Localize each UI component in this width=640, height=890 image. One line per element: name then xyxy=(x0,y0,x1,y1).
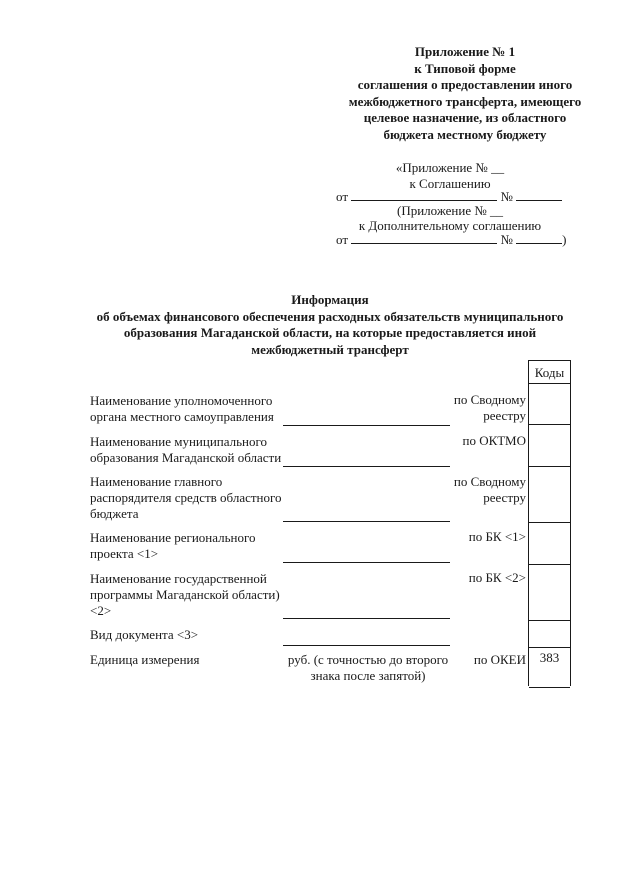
title-line: образования Магаданской области, на которые предоставляется иной xyxy=(123,325,537,340)
row-label-state-program: Наименование государственной программы Магаданской области) <2> xyxy=(90,571,280,618)
row-label-chief-manager: Наименование главного распорядителя средств областного бюджета xyxy=(90,474,282,521)
code-label-registry: по Сводному реестру xyxy=(453,392,526,423)
annex-line-2: к Соглашению xyxy=(409,176,491,191)
field-line-state-program xyxy=(283,618,450,619)
appendix-header-line: соглашения о предоставлении иного xyxy=(357,77,573,93)
document-title xyxy=(60,292,600,358)
appendix-header-line: бюджета местному бюджету xyxy=(383,126,547,142)
row-label-municipality: Наименование муниципального образования Магаданской области xyxy=(90,434,282,465)
number-blank xyxy=(516,189,562,201)
row-label-document-type: Вид документа <3> xyxy=(90,627,199,642)
field-line-regional-project xyxy=(283,562,450,563)
code-label-registry-2: по Сводному реестру xyxy=(453,474,526,505)
date-blank xyxy=(351,189,497,201)
from-label: от xyxy=(336,189,349,204)
code-cell xyxy=(529,424,570,467)
field-line-authority xyxy=(283,425,450,426)
field-line-document-type xyxy=(283,645,450,646)
appendix-header-line: к Типовой форме xyxy=(414,60,516,76)
title-line: Информация xyxy=(291,292,369,307)
title-line: межбюджетный трансферт xyxy=(251,341,409,357)
from-label: от xyxy=(336,232,349,247)
appendix-header-line: целевое назначение, из областного xyxy=(363,110,567,126)
code-cell xyxy=(529,620,570,648)
title-line: об объемах финансового обеспечения расходных обязательств муниципального xyxy=(96,308,564,324)
number-label: № xyxy=(500,232,513,247)
annex-line-4: (Приложение № __ xyxy=(396,203,503,218)
codes-header-cell: Коды xyxy=(529,360,570,384)
appendix-header xyxy=(330,44,600,144)
code-cell xyxy=(529,383,570,425)
appendix-header-line: Приложение № 1 xyxy=(414,44,516,59)
annex-date-row-2 xyxy=(336,232,567,248)
row-label-regional-project: Наименование регионального проекта <1> xyxy=(90,530,256,561)
field-line-chief-manager xyxy=(283,521,450,522)
code-cell xyxy=(529,466,570,523)
code-cell xyxy=(529,522,570,565)
codes-table xyxy=(528,360,571,686)
annex-line-1: «Приложение № __ xyxy=(395,160,505,175)
appendix-header-line: межбюджетного трансферта, имеющего xyxy=(348,93,582,109)
number-blank xyxy=(516,232,562,244)
number-label: № xyxy=(500,189,513,204)
okei-code-cell: 383 xyxy=(529,647,570,688)
code-cell xyxy=(529,564,570,621)
unit-value: руб. (с точностью до второго знака после запятой) xyxy=(287,652,449,683)
annex-line-5: к Дополнительному соглашению xyxy=(358,218,542,233)
row-label-unit: Единица измерения xyxy=(90,652,200,667)
code-label-bk-1: по БК <1> xyxy=(468,529,526,544)
code-label-okei: по ОКЕИ xyxy=(473,652,526,667)
closing-paren: ) xyxy=(562,232,567,247)
code-label-bk-2: по БК <2> xyxy=(468,570,526,585)
date-blank xyxy=(351,232,497,244)
field-line-municipality xyxy=(283,466,450,467)
code-label-oktmo: по ОКТМО xyxy=(462,433,526,448)
row-label-authority: Наименование уполномоченного органа местного самоуправления xyxy=(90,393,274,424)
